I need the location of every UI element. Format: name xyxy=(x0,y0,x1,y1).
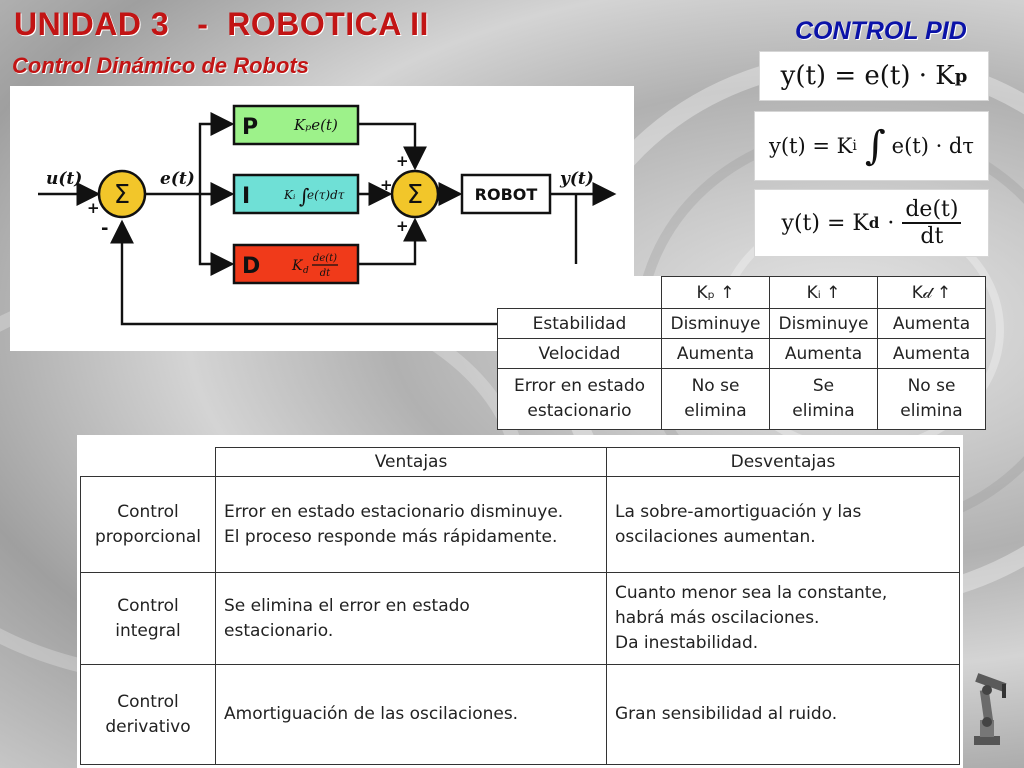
effects-cell: Se elimina xyxy=(770,369,878,430)
pros-row-label: Control integral xyxy=(81,573,216,665)
effects-cell: No se elimina xyxy=(878,369,986,430)
i-letter: I xyxy=(242,184,251,209)
header-desventajas: Desventajas xyxy=(607,448,960,477)
cons-cell: Cuanto menor sea la constante, habrá más oscilaciones. Da inestabilidad. xyxy=(607,573,960,665)
d-expression-den: dt xyxy=(319,268,331,279)
d-letter: D xyxy=(242,254,261,279)
effects-cell: Aumenta xyxy=(662,339,770,369)
robot-arm-icon xyxy=(966,668,1012,748)
equation-proportional xyxy=(760,52,988,100)
sum2-plus-bottom: + xyxy=(396,217,409,235)
sum1-minus: - xyxy=(101,218,109,239)
effects-header-row xyxy=(498,277,986,309)
effects-header-ki: Kᵢ ↑ xyxy=(770,277,878,309)
sum1-plus: + xyxy=(87,199,100,217)
effects-row-label: Velocidad xyxy=(498,339,662,369)
pros-corner xyxy=(81,448,216,477)
eq-i-lhs: y(t) = K xyxy=(769,134,853,158)
pros-row-label: Control derivativo xyxy=(81,665,216,765)
header-ventajas: Ventajas xyxy=(216,448,607,477)
pros-row xyxy=(81,665,960,765)
p-expression: Kₚe(t) xyxy=(294,116,338,134)
eq-d-fraction xyxy=(902,197,961,250)
effects-row xyxy=(498,339,986,369)
effects-header-kd: K𝒹 ↑ xyxy=(878,277,986,309)
cons-cell: Gran sensibilidad al ruido. xyxy=(607,665,960,765)
sum2-symbol: Σ xyxy=(406,180,424,210)
pid-effects-table xyxy=(497,276,986,430)
effects-header-kp: Kₚ ↑ xyxy=(662,277,770,309)
pros-cell: Error en estado estacionario disminuye. El proceso responde más rápidamente. xyxy=(216,477,607,573)
eq-i-rhs: e(t) · dτ xyxy=(891,134,974,158)
p-branch-line xyxy=(200,124,232,194)
d-branch-line xyxy=(200,194,232,264)
pros-cons-panel xyxy=(77,435,963,768)
eq-p-text: y(t) = e(t) · K xyxy=(780,61,955,91)
slide-title: UNIDAD 3 - ROBOTICA II xyxy=(14,6,429,42)
equation-derivative xyxy=(755,190,988,256)
robot-label: ROBOT xyxy=(474,185,538,204)
eq-d-dot: · xyxy=(887,210,895,236)
effects-cell: No se elimina xyxy=(662,369,770,430)
pros-cons-table xyxy=(80,447,960,765)
eq-d-den: dt xyxy=(920,224,944,249)
sum2-plus-left: + xyxy=(380,176,393,194)
input-label: u(t) xyxy=(46,169,83,189)
i-integral-icon: ∫ xyxy=(299,184,310,208)
pros-row xyxy=(81,477,960,573)
effects-cell: Aumenta xyxy=(878,309,986,339)
p-letter: P xyxy=(242,115,259,140)
pros-row xyxy=(81,573,960,665)
effects-row xyxy=(498,369,986,430)
pros-row-label: Control proporcional xyxy=(81,477,216,573)
eq-p-sub: p xyxy=(954,65,968,87)
effects-cell: Aumenta xyxy=(878,339,986,369)
pros-cell: Se elimina el error en estado estacionario. xyxy=(216,573,607,665)
i-expression-int: e(τ)dτ xyxy=(307,188,345,202)
eq-d-num: de(t) xyxy=(902,197,961,224)
d-expression-num: de(t) xyxy=(312,253,338,264)
effects-row-label: Estabilidad xyxy=(498,309,662,339)
eq-i-sub: i xyxy=(852,138,857,154)
effects-cell: Aumenta xyxy=(770,339,878,369)
sum2-plus-top: + xyxy=(396,152,409,170)
pros-cell: Amortiguación de las oscilaciones. xyxy=(216,665,607,765)
d-expression-sub: d xyxy=(303,266,309,276)
cons-cell: La sobre-amortiguación y las oscilaciones aumentan. xyxy=(607,477,960,573)
d-expression-k: K xyxy=(292,258,303,274)
error-label: e(t) xyxy=(160,169,195,189)
output-label: y(t) xyxy=(560,169,594,189)
effects-cell: Disminuye xyxy=(662,309,770,339)
pros-header-row xyxy=(81,448,960,477)
eq-d-lhs: y(t) = K xyxy=(781,210,869,236)
equation-integral xyxy=(755,112,988,180)
effects-row xyxy=(498,309,986,339)
effects-row-label: Error en estado estacionario xyxy=(498,369,662,430)
section-title: CONTROL PID xyxy=(795,17,967,45)
effects-corner xyxy=(498,277,662,309)
integral-sign-icon: ∫ xyxy=(864,123,886,169)
sum1-symbol: Σ xyxy=(113,180,131,210)
slide-subtitle: Control Dinámico de Robots xyxy=(12,53,309,78)
effects-cell: Disminuye xyxy=(770,309,878,339)
eq-d-sub: d xyxy=(868,214,880,232)
i-expression-k: Kᵢ xyxy=(284,188,296,202)
